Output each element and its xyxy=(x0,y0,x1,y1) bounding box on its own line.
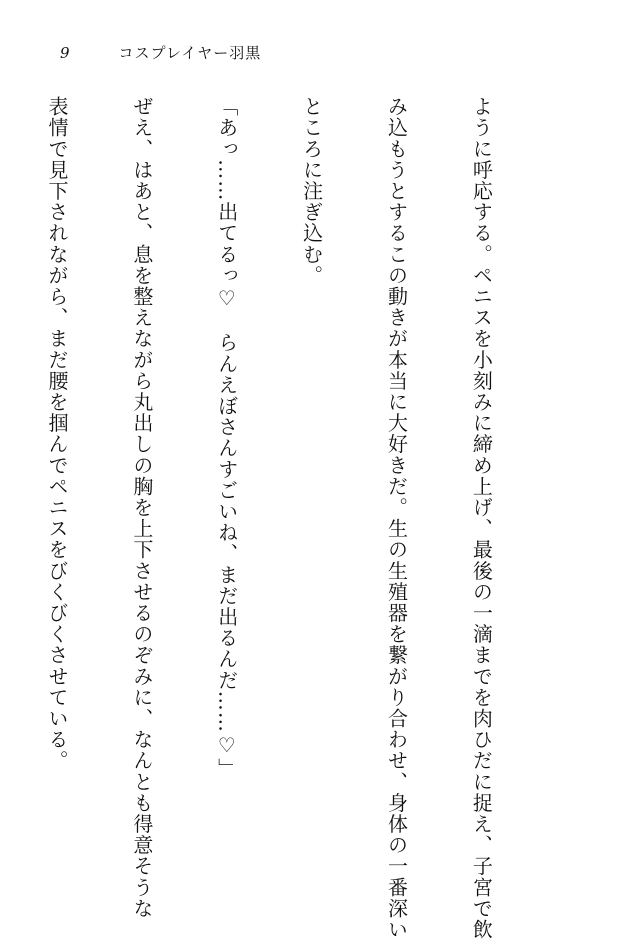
vertical-body-text xyxy=(0,96,552,940)
text-line: 「あっ……出てるっ♡ らんえぼさんすごいね、まだ出るんだ……♡」 xyxy=(214,96,239,780)
running-title: コスプレイヤー羽黒 xyxy=(118,44,262,62)
text-line: ように呼応する。ペニスを小刻みに締め上げ、最後の一滴までを肉ひだに捉え、子宮で飲 xyxy=(469,96,494,940)
running-header xyxy=(60,42,261,63)
text-line: み込もうとするこの動きが本当に大好きだ。生の生殖器を繋がり合わせ、身体の一番深い xyxy=(384,96,409,940)
page-number: 9 xyxy=(60,44,71,62)
text-line: ぜえ、はあと、息を整えながら丸出しの胸を上下させるのぞみに、なんとも得意そうな xyxy=(129,96,154,919)
text-line: 表情で見下されながら、まだ腰を掴んでペニスをびくびくさせている。 xyxy=(44,96,69,772)
text-line: ところに注ぎ込む。 xyxy=(299,96,324,286)
